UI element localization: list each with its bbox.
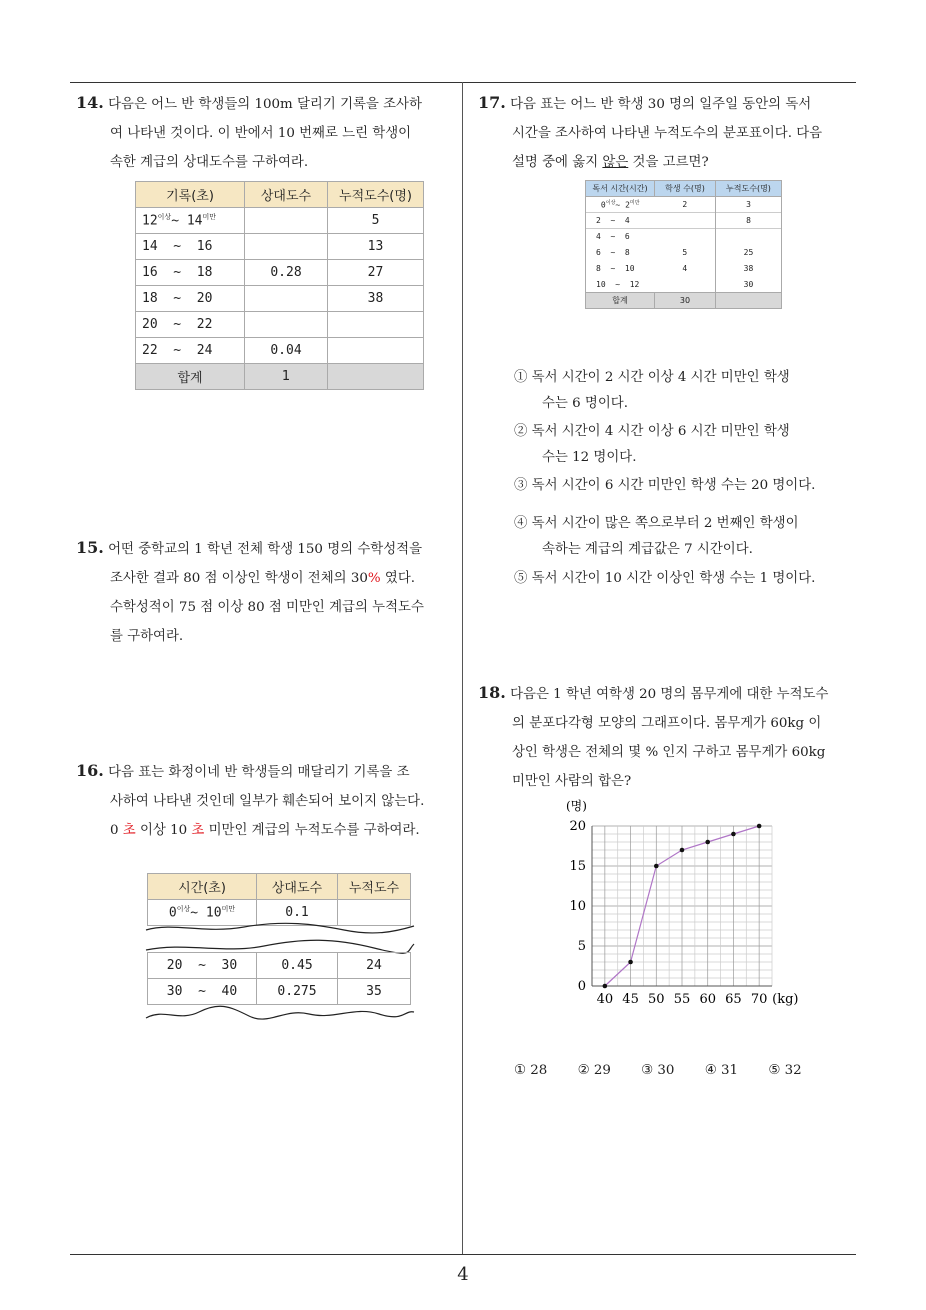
question-number: 15. xyxy=(76,538,104,557)
data-point xyxy=(757,824,762,829)
data-point xyxy=(628,960,633,965)
cumulative-frequency: 3 xyxy=(716,197,782,213)
cumulative-frequency xyxy=(716,293,782,309)
x-tick-label: 70 xyxy=(750,992,768,1007)
option-mark: ③ xyxy=(514,478,528,493)
question-text: 수학성적이 75 점 이상 80 점 미만인 계급의 누적도수 xyxy=(110,600,424,615)
column-divider xyxy=(462,82,463,1254)
student-count xyxy=(655,213,716,229)
class-interval: 2 ~ 4 xyxy=(586,213,655,229)
q18-answer-choices xyxy=(514,1063,828,1078)
table-total-row xyxy=(136,364,424,390)
table-row xyxy=(586,213,782,229)
option-mark: ⑤ xyxy=(514,571,528,586)
answer-choice[interactable]: ① 28 xyxy=(514,1063,548,1078)
cumulative-frequency: 5 xyxy=(328,208,424,234)
cumulative-frequency: 8 xyxy=(716,213,782,229)
student-count: 2 xyxy=(682,200,688,209)
relative-frequency: 0.28 xyxy=(245,260,328,286)
table-header: 기록(초) xyxy=(136,182,245,208)
relative-frequency xyxy=(245,208,328,234)
cumulative-frequency: 13 xyxy=(328,234,424,260)
question-text: 다음은 1 학년 여학생 20 명의 몸무게에 대한 누적도수 xyxy=(510,687,829,702)
x-tick-label: 50 xyxy=(648,992,665,1007)
data-point xyxy=(731,832,736,837)
class-interval: 16 ~ 18 xyxy=(136,260,245,286)
question-number: 16. xyxy=(76,761,104,780)
cumulative-frequency: 38 xyxy=(328,286,424,312)
cumulative-frequency: 27 xyxy=(328,260,424,286)
table-row xyxy=(586,245,782,261)
relative-frequency: 0.275 xyxy=(257,979,338,1005)
question-14 xyxy=(76,88,422,177)
table-row xyxy=(136,234,424,260)
table-header: 누적도수(명) xyxy=(328,182,424,208)
student-count: 30 xyxy=(655,293,716,309)
percent-sign: % xyxy=(367,571,381,586)
q16-frequency-table-bottom xyxy=(147,952,411,1005)
x-tick-label: 65 xyxy=(725,992,742,1007)
option-mark: ① xyxy=(514,370,528,385)
q14-frequency-table xyxy=(135,181,424,390)
answer-choice[interactable]: ② 29 xyxy=(577,1063,611,1078)
underlined-word: 않은 xyxy=(602,155,629,170)
table-header: 학생 수(명) xyxy=(655,181,716,197)
class-interval: 8 ~ 10 xyxy=(586,261,655,277)
y-tick-label: 15 xyxy=(569,859,586,874)
option-5[interactable] xyxy=(514,566,815,592)
relative-frequency xyxy=(245,234,328,260)
question-text: 미만인 사람의 합은? xyxy=(512,774,632,789)
x-tick-label: 40 xyxy=(596,992,614,1007)
class-interval: 22 ~ 24 xyxy=(136,338,245,364)
cumulative-frequency: 30 xyxy=(716,277,782,293)
unit-seconds: 초 xyxy=(191,823,205,838)
question-16 xyxy=(76,756,424,845)
class-interval: 20 ~ 30 xyxy=(148,953,257,979)
relative-frequency xyxy=(245,286,328,312)
table-row xyxy=(136,312,424,338)
class-interval: 18 ~ 20 xyxy=(136,286,245,312)
question-text: 여 나타낸 것이다. 이 반에서 10 번째로 느린 학생이 xyxy=(110,126,412,141)
y-tick-label: 20 xyxy=(569,819,586,834)
question-text: 사하여 나타낸 것인데 일부가 훼손되어 보이지 않는다. xyxy=(110,794,425,809)
table-total-row xyxy=(586,293,782,309)
cumulative-frequency xyxy=(328,312,424,338)
option-text: 수는 6 명이다. xyxy=(542,396,628,411)
class-interval: 20 ~ 22 xyxy=(136,312,245,338)
question-text: 였다. xyxy=(380,571,416,586)
question-text: 것을 고르면? xyxy=(628,155,709,170)
question-15 xyxy=(76,533,424,651)
total-label: 합계 xyxy=(136,364,245,390)
student-count xyxy=(655,277,716,293)
question-text: 설명 중에 옳지 xyxy=(512,155,603,170)
x-tick-label: 45 xyxy=(622,992,639,1007)
question-text: 속한 계급의 상대도수를 구하여라. xyxy=(110,155,309,170)
table-row xyxy=(586,277,782,293)
table-header: 상대도수 xyxy=(245,182,328,208)
cumulative-frequency xyxy=(328,364,424,390)
chart-ticks xyxy=(569,819,798,1007)
table-header: 누적도수 xyxy=(338,874,411,900)
x-tick-label: 55 xyxy=(673,992,691,1007)
student-count: 4 xyxy=(682,264,688,273)
q17-frequency-table xyxy=(585,180,782,309)
option-text: 독서 시간이 많은 쪽으로부터 2 번째인 학생이 xyxy=(531,516,799,531)
option-1[interactable] xyxy=(514,365,790,417)
question-17 xyxy=(478,88,822,177)
data-point xyxy=(705,840,710,845)
table-header: 독서 시간(시간) xyxy=(586,181,655,197)
question-number: 17. xyxy=(478,93,506,112)
table-header: 상대도수 xyxy=(257,874,338,900)
question-text: 를 구하여라. xyxy=(110,629,184,644)
cumulative-frequency: 35 xyxy=(338,979,411,1005)
answer-choice[interactable]: ④ 31 xyxy=(704,1063,739,1078)
question-number: 18. xyxy=(478,683,506,702)
option-text: 독서 시간이 10 시간 이상인 학생 수는 1 명이다. xyxy=(531,571,816,586)
torn-edge-decoration xyxy=(144,922,416,956)
cumulative-frequency xyxy=(716,229,782,245)
question-text: 다음은 어느 반 학생들의 100m 달리기 기록을 조사하 xyxy=(108,97,422,112)
option-text: 독서 시간이 4 시간 이상 6 시간 미만인 학생 xyxy=(531,424,790,439)
question-text: 0 xyxy=(110,823,123,838)
table-header: 시간(초) xyxy=(148,874,257,900)
y-axis-label: (명) xyxy=(566,799,587,813)
answer-choice[interactable]: ③ 30 xyxy=(641,1063,675,1078)
class-interval: $0^{이상}\sim$ $10^{미만}$ xyxy=(148,900,257,926)
student-count: 5 xyxy=(682,248,688,257)
table-row xyxy=(586,197,782,213)
table-row xyxy=(136,286,424,312)
cumulative-frequency: 24 xyxy=(338,953,411,979)
class-interval: $0^{이상}\sim$ $2^{미만}$ xyxy=(586,197,655,213)
question-text: 다음 표는 화정이네 반 학생들의 매달리기 기록을 조 xyxy=(108,765,410,780)
unit-seconds: 초 xyxy=(122,823,136,838)
bottom-rule xyxy=(70,1254,856,1255)
question-text: 시간을 조사하여 나타낸 누적도수의 분포표이다. 다음 xyxy=(512,126,823,141)
x-axis-label: (kg) xyxy=(772,992,799,1007)
table-row xyxy=(586,229,782,245)
page-number: 4 xyxy=(457,1264,469,1285)
question-text: 다음 표는 어느 반 학생 30 명의 일주일 동안의 독서 xyxy=(510,97,812,112)
class-interval: 10 ~ 12 xyxy=(586,277,655,293)
top-rule xyxy=(70,82,856,83)
y-tick-label: 10 xyxy=(569,899,586,914)
question-18 xyxy=(478,678,828,796)
option-3[interactable] xyxy=(514,473,815,499)
class-interval: 6 ~ 8 xyxy=(586,245,655,261)
relative-frequency: 0.45 xyxy=(257,953,338,979)
table-row xyxy=(136,208,424,234)
data-point xyxy=(654,864,659,869)
question-text: 상인 학생은 전체의 몇 % 인지 구하고 몸무게가 60kg xyxy=(512,745,826,760)
total-label: 합계 xyxy=(586,293,655,309)
question-text: 조사한 결과 80 점 이상인 학생이 전체의 30 xyxy=(110,571,368,586)
option-mark: ④ xyxy=(514,516,528,531)
answer-choice[interactable]: ⑤ 32 xyxy=(768,1063,802,1078)
q16-frequency-table-top xyxy=(147,873,411,926)
relative-frequency: 0.04 xyxy=(245,338,328,364)
class-interval: 30 ~ 40 xyxy=(148,979,257,1005)
question-number: 14. xyxy=(76,93,104,112)
data-point xyxy=(680,848,685,853)
table-row xyxy=(136,338,424,364)
relative-frequency xyxy=(245,312,328,338)
table-row xyxy=(148,979,411,1005)
class-interval: $12^{이상}\sim$ $14^{미만}$ xyxy=(136,208,245,234)
question-text: 의 분포다각형 모양의 그래프이다. 몸무게가 60kg 이 xyxy=(512,716,822,731)
torn-edge-decoration xyxy=(144,1002,416,1024)
question-text: 미만인 계급의 누적도수를 구하여라. xyxy=(204,823,420,838)
option-text: 수는 12 명이다. xyxy=(542,450,637,465)
class-interval: 14 ~ 16 xyxy=(136,234,245,260)
table-header: 누적도수(명) xyxy=(716,181,782,197)
y-tick-label: 0 xyxy=(577,979,586,994)
x-tick-label: 60 xyxy=(699,992,716,1007)
student-count xyxy=(655,229,716,245)
cumulative-frequency: 25 xyxy=(716,245,782,261)
relative-frequency: 0.1 xyxy=(257,900,338,926)
option-text: 독서 시간이 6 시간 미만인 학생 수는 20 명이다. xyxy=(531,478,816,493)
option-2[interactable] xyxy=(514,419,790,471)
question-text: 어떤 중학교의 1 학년 전체 학생 150 명의 수학성적을 xyxy=(108,542,423,557)
question-text: 이상 10 xyxy=(135,823,192,838)
option-text: 독서 시간이 2 시간 이상 4 시간 미만인 학생 xyxy=(531,370,790,385)
option-4[interactable] xyxy=(514,511,799,563)
option-text: 속하는 계급의 계급값은 7 시간이다. xyxy=(542,542,753,557)
y-tick-label: 5 xyxy=(577,939,586,954)
table-row xyxy=(148,953,411,979)
cumulative-frequency-polygon xyxy=(550,792,820,1014)
data-point xyxy=(603,984,608,989)
table-row xyxy=(136,260,424,286)
cumulative-frequency xyxy=(328,338,424,364)
cumulative-frequency: 38 xyxy=(716,261,782,277)
option-mark: ② xyxy=(514,424,528,439)
relative-frequency: 1 xyxy=(245,364,328,390)
table-row xyxy=(586,261,782,277)
class-interval: 4 ~ 6 xyxy=(586,229,655,245)
